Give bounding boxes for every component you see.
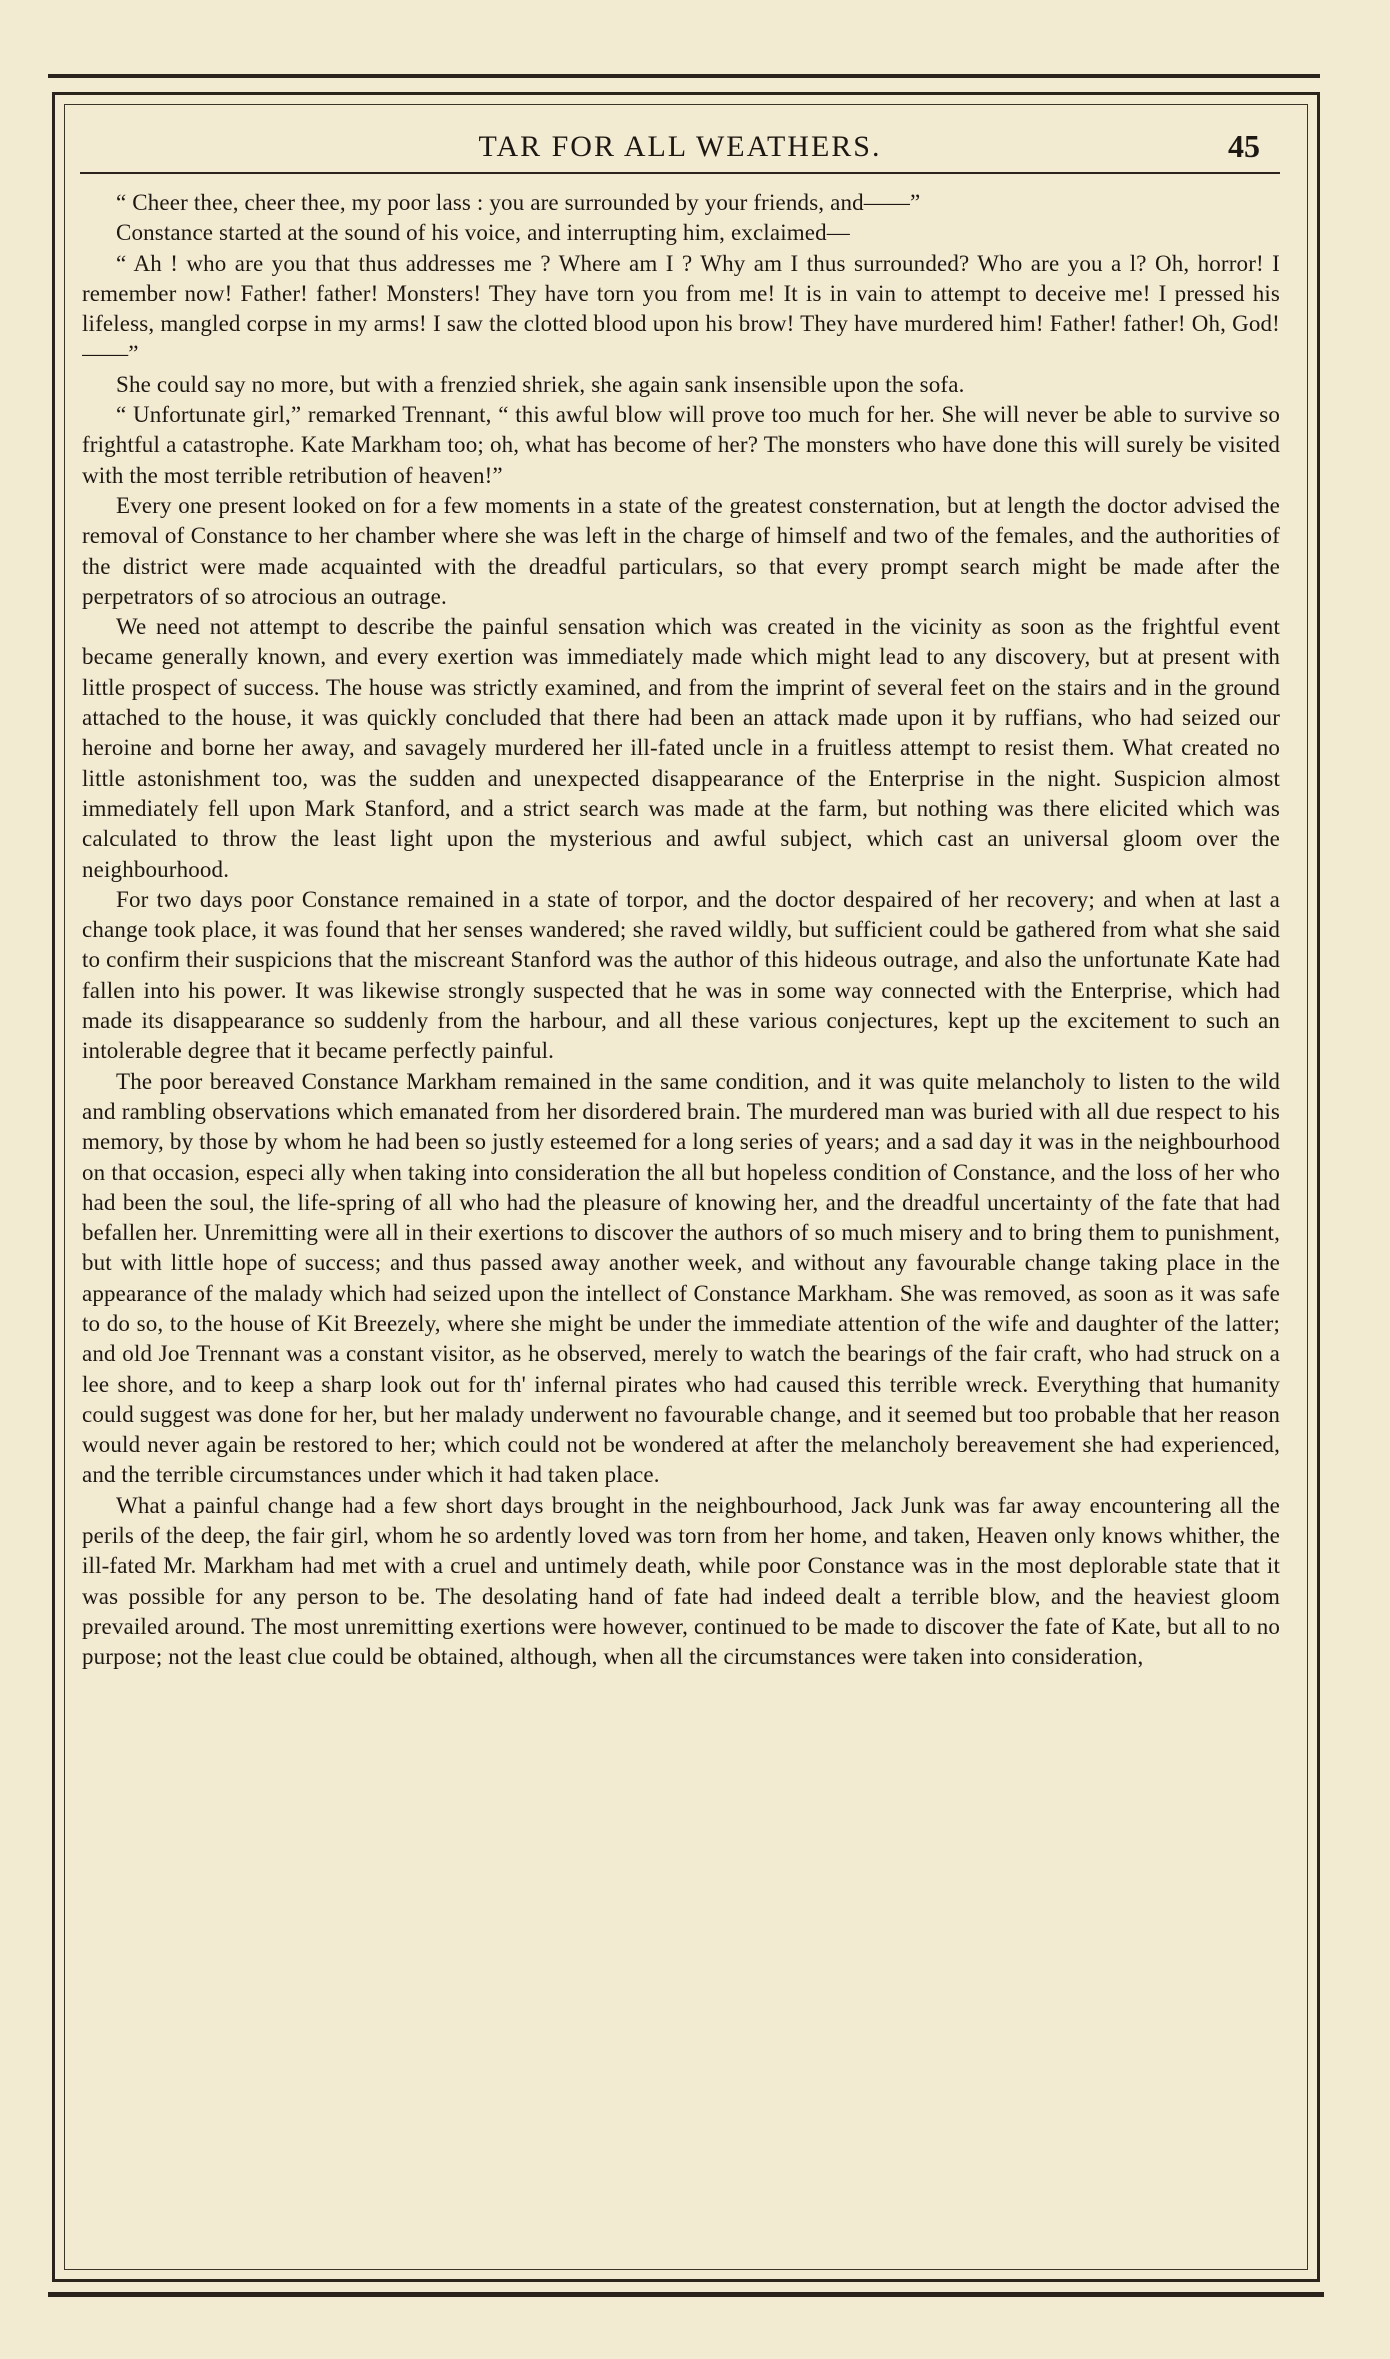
paragraph: “ Ah ! who are you that thus addresses me ? Where am I ? Why am I thus surrounded? Who are you a l? Oh, horror! I remember now! Father! father! Monsters! They have torn you from me! It is in vain to attempt to deceive me! I pressed his lifeless, mangled corpse in my arms! I saw the clotted blood upon his brow! They have murdered him! Father! father! Oh, God!——” [82, 250, 1280, 367]
paragraph: She could say no more, but with a frenzied shriek, she again sank insensible upon the sofa. [116, 371, 965, 397]
page-header [80, 128, 1280, 174]
body-text [82, 188, 1280, 2268]
paragraph: We need not attempt to describe the painful sensation which was created in the vicinity as soon as the frightful event became generally known, and every exertion was immediately made which might lead to any discovery, but at present with little prospect of success. The house was strictly examined, and from the imprint of several feet on the stairs and in the ground attached to the house, it was quickly concluded that there had been an attack made upon it by ruffians, who had seized our heroine and borne her away, and savagely murdered her ill-fated uncle in a fruitless attempt to resist them. What created no little astonishment too, was the sudden and unexpected disappearance of the Enterprise in the night. Suspicion almost immediately fell upon Mark Stanford, and a strict search was made at the farm, but nothing was there elicited which was calculated to throw the least light upon the mysterious and awful subject, which cast an universal gloom over the neighbourhood. [82, 614, 1280, 882]
paragraph: Every one present looked on for a few moments in a state of the greatest consternation, but at length the doctor advised the removal of Constance to her chamber where she was left in the charge of himself and two of the females, and the authorities of the district were made acquainted with the dreadful particulars, so that every prompt search might be made after the perpetrators of so atrocious an outrage. [82, 492, 1280, 609]
bottom-rule [48, 2292, 1324, 2297]
paragraph: “ Unfortunate girl,” remarked Trennant, “ this awful blow will prove too much for her. She will never be able to survive so frightful a catastrophe. Kate Markham too; oh, what has become of her? The monsters who have done this will surely be visited with the most terrible retribution of heaven!” [82, 402, 1280, 488]
paragraph: “ Cheer thee, cheer thee, my poor lass : you are surrounded by your friends, and——” [116, 190, 921, 215]
top-rule [48, 74, 1320, 78]
running-title: TAR FOR ALL WEATHERS. [478, 130, 882, 163]
paragraph: The poor bereaved Constance Markham remained in the same condition, and it was quite melancholy to listen to the wild and rambling observations which emanated from her disordered brain. The murdered man was buried with all due respect to his memory, by those by whom he had been so justly esteemed for a long series of years; and a sad day it was in the neighbourhood on that occasion, especi ally when taking into consideration the all but hopeless condition of Constance, and the loss of her who had been the soul, the life-spring of all who had the pleasure of knowing her, and the dreadful uncertainty of the fate that had befallen her. Unremitting were all in their exertions to discover the authors of so much misery and to bring them to punishment, but with little hope of success; and thus passed away another week, and without any favourable change taking place in the appearance of the malady which had seized upon the intellect of Constance Markham. She was removed, as soon as it was safe to do so, to the house of Kit Breezely, where she might be under the immediate attention of the wife and daughter of the latter; and old Joe Trennant was a constant visitor, as he observed, merely to watch the bearings of the fair craft, who had struck on a lee shore, and to keep a sharp look out for th' infernal pirates who had caused this terrible wreck. Everything that humanity could suggest was done for her, but her malady underwent no favourable change, and it seemed but too probable that her reason would never again be restored to her; which could not be wondered at after the melancholy bereavement she had experienced, and the terrible circumstances under which it had taken place. [82, 1068, 1280, 1488]
paragraph: For two days poor Constance remained in a state of torpor, and the doctor despaired of her recovery; and when at last a change took place, it was found that her senses wandered; she raved wildly, but sufficient could be gathered from what she said to confirm their suspicions that the miscreant Stanford was the author of this hideous outrage, and also the unfortunate Kate had fallen into his power. It was likewise strongly suspected that he was in some way connected with the Enterprise, which had made its disappearance so suddenly from the harbour, and all these various conjectures, kept up the excitement to such an intolerable degree that it became perfectly painful. [82, 886, 1280, 1064]
paragraph: Constance started at the sound of his voice, and interrupting him, exclaimed— [116, 220, 850, 246]
page-number: 45 [1228, 128, 1260, 164]
paragraph: What a painful change had a few short days brought in the neighbourhood, Jack Junk was far away encountering all the perils of the deep, the fair girl, whom he so ardently loved was torn from her home, and taken, Heaven only knows whither, the ill-fated Mr. Markham had met with a cruel and untimely death, while poor Constance was in the most deplorable state that it was possible for any person to be. The desolating hand of fate had indeed dealt a terrible blow, and the heaviest gloom prevailed around. The most unremitting exertions were however, continued to be made to discover the fate of Kate, but all to no purpose; not the least clue could be obtained, although, when all the circumstances were taken into consideration, [82, 1492, 1280, 1670]
